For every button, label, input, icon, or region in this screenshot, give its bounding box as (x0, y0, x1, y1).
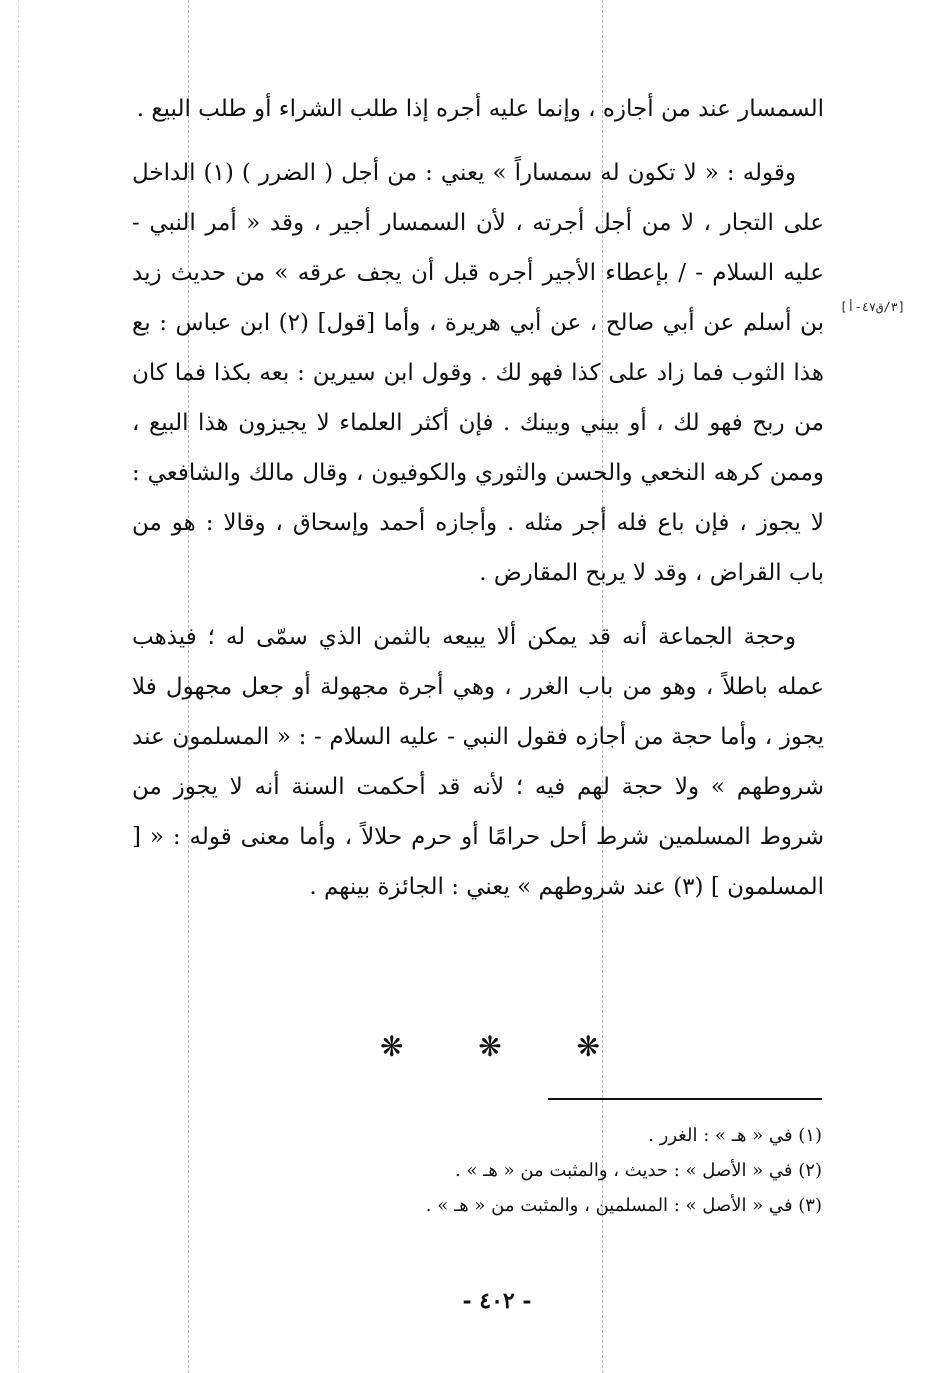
paragraph: وقوله : « لا تكون له سمساراً » يعني : من أجل ( الضرر ) (١) الداخل على التجار ، لا من أجل أجرته ، لأن السمسار أجير ، وقد « أمر النبي - عليه السلام - / بإعطاء الأجير أجره قبل أن يجف عرقه » من حديث زيد بن أسلم عن أبي صالح ، عن أبي هريرة ، وأما [قول] (٢) ابن عباس : بع هذا الثوب فما زاد على كذا فهو لك . وقول ابن سيرين : بعه بكذا فما كان من ربح فهو لك ، أو بيني وبينك . فإن أكثر العلماء لا يجيزون هذا البيع ، وممن كرهه النخعي والحسن والثوري والكوفيون ، وقال مالك والشافعي : لا يجوز ، فإن باع فله أجر مثله . وأجازه أحمد وإسحاق ، وقالا : هو من باب القراض ، وقد لا يربح المقارض . (132, 160, 824, 586)
page-number: - ٤٠٢ - (462, 1288, 532, 1314)
section-separator (380, 1030, 600, 1063)
footnote: (١) في « هـ » : الغرر . (648, 1125, 822, 1146)
scan-guide-line (18, 0, 19, 1373)
asterism-icon: ❋ (380, 1030, 404, 1063)
main-text (132, 84, 824, 912)
manuscript-folio-note: [٣/ق٤٧-أ] (840, 300, 906, 314)
footnote-rule (548, 1098, 822, 1100)
asterism-icon: ❋ (478, 1030, 502, 1063)
footnotes (300, 1118, 822, 1223)
paragraph: السمسار عند من أجازه ، وإنما عليه أجره إذا طلب الشراء أو طلب البيع . (136, 96, 824, 122)
asterism-icon: ❋ (576, 1030, 600, 1063)
paragraph: وحجة الجماعة أنه قد يمكن ألا يبيعه بالثمن الذي سمّى له ؛ فيذهب عمله باطلاً ، وهو من باب الغرر ، وهي أجرة مجهولة أو جعل مجهول فلا يجوز ، وأما حجة من أجازه فقول النبي - عليه السلام - : « المسلمون عند شروطهم » ولا حجة لهم فيه ؛ لأنه قد أحكمت السنة أنه لا يجوز من شروط المسلمين شرط أحل حرامًا أو حرم حلالاً ، وأما معنى قوله : « [ المسلمون ] (٣) عند شروطهم » يعني : الجائزة بينهم . (132, 624, 824, 900)
footnote: (٢) في « الأصل » : حديث ، والمثبت من « هـ » . (454, 1160, 822, 1181)
footnote: (٣) في « الأصل » : المسلمين ، والمثبت من « هـ » . (425, 1195, 822, 1216)
